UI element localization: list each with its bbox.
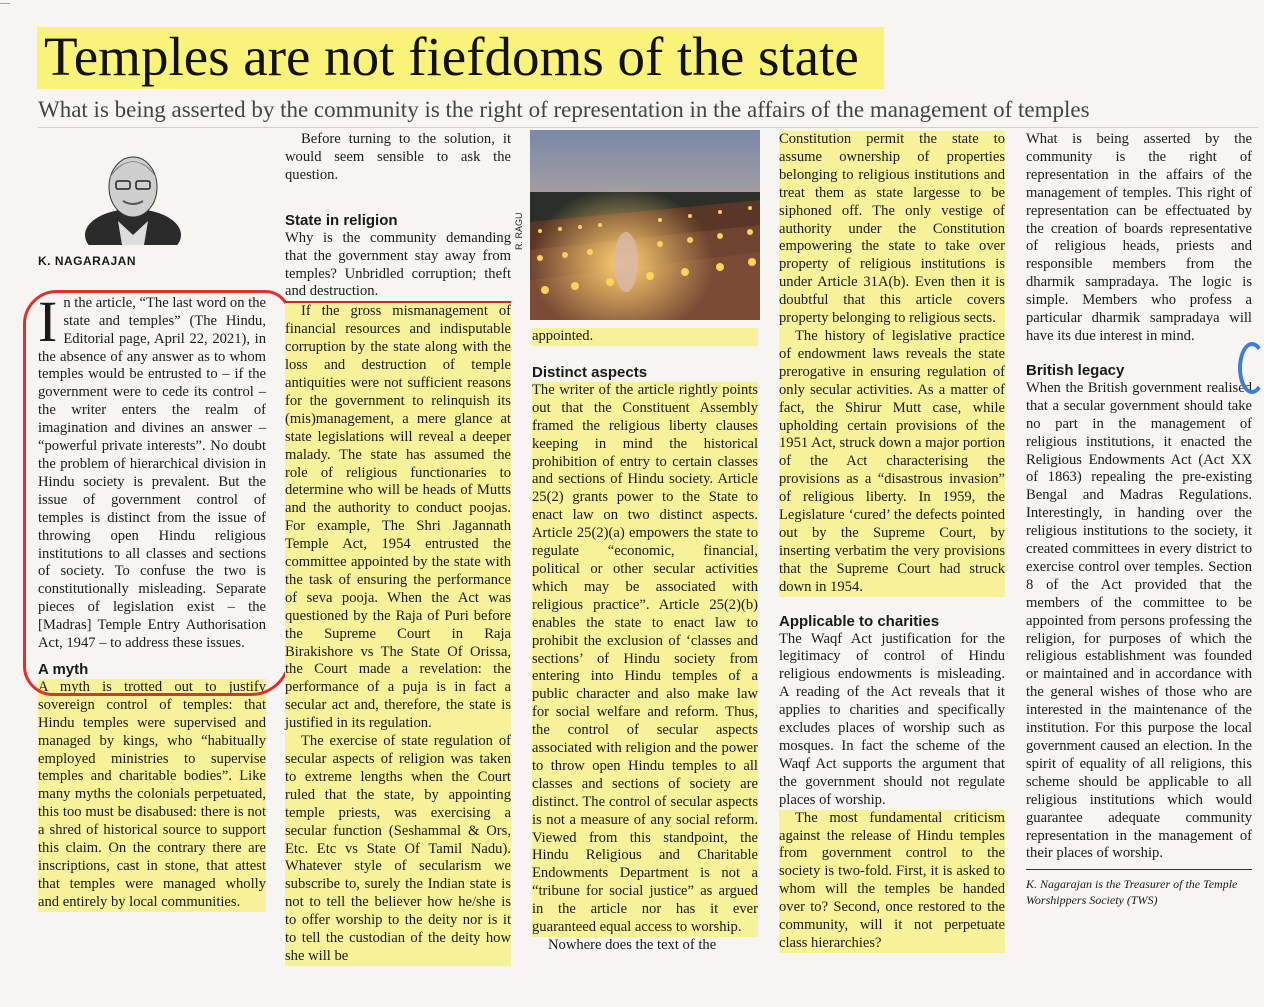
drop-cap: I [38, 288, 58, 354]
page-top-remnant: — [0, 0, 10, 8]
state-paragraph-2: If the gross mismanagement of financial resources and indisputable corruption by the state along with the loss and destruction of temple antiquities were not sufficient reasons for the government to relinquish its (mis)management, a mere glance at state legislations will reveal a deeper malady. The state has assumed the role of religious functionaries to determine who will be heads of Mutts and the authority to conduct poojas. For example, The Shri Jagannath Temple Act, 1954 entrusted the committee appointed by the state with the task of ensuring the performance of seva pooja. When the Act was questioned by the Raja of Puri before the Supreme Court in Raja Birakishore vs The State Of Orissa, the Court made a revelation: the performance of a puja is in fact a secular act and, therefore, the state is justified in its regulation. [285, 303, 511, 732]
waqf-paragraph: The Waqf Act justification for the legitimacy of control of Hindu religious endowments is misleading. A reading of the Act reveals that it applies to charities and specifically excludes places of worship such as mosques. In fact the scheme of the Waqf Act supports the argument that the government should not regulate places of worship. [779, 630, 1005, 808]
continued-word: appointed. [532, 328, 758, 346]
intro-text: n the article, “The last word on the state and temples” (The Hindu, Editorial page, April 22, 2021), in the absence of any answer as to whom temples would be entrusted to – if the government were to cede its control – the writer enters the realm of imagination and divines an answer – “powerful private interests”. No doubt the problem of hierarchical division in Hindu society is prevalent. But the issue of government control of temples is distinct from the issue of throwing open Hindu religious institutions to all classes and sections of society. To confuse the two is constitutionally misleading. Separate pieces of legislation exist – the [Madras] Temple Entry Authorisation Act, 1947 – to address these issues. [38, 294, 266, 652]
state-paragraph-1: Why is the community demanding that the government stay away from temples? Unbridled corruption; theft and destruction. [285, 230, 511, 304]
section-heading-british-legacy: British legacy [1026, 361, 1125, 379]
author-bio: K. Nagarajan is the Treasurer of the Temple Worshippers Society (TWS) [1026, 869, 1252, 908]
distinct-paragraph-2: Nowhere does the text of the [548, 937, 717, 953]
column-4 [779, 131, 1005, 953]
column-5 [1026, 131, 1252, 908]
section-heading-distinct-aspects: Distinct aspects [532, 363, 648, 381]
author-portrait [78, 135, 188, 245]
section-heading-state-in-religion: State in religion [285, 211, 398, 229]
distinct-paragraph-1: The writer of the article rightly points out that the Constituent Assembly framed the religious liberty clauses keeping in mind the historical prohibition of entry to certain classes and sections of Hindu society. Article 25(2) grants power to the State to enact law on two distinct aspects. Article 25(2)(a) empowers the state to regulate “economic, financial, political or other secular activities which may be associated with religious practice”. Article 25(2)(b) enables the state to enact law to prohibit the exclusion of ‘classes and sections’ of Hindu society from entering into Hindu temples of a public character and also make law for social welfare and reform. Thus, the control of secular aspects associated with religion and the power to throw open Hindu temples to all classes and sections of society are distinct. The control of secular aspects is not a measure of any social reform. Viewed from this standpoint, the Hindu Religious and Charitable Endowments Department is not a “tribune for social justice” as argued in the article nor has it ever guaranteed equal access to worship. [532, 381, 758, 936]
representation-paragraph: What is being asserted by the community is the right of representation in the affairs of the management of temples. This right of representation can be effectuated by the creation of boards representative of religious heads, priests and responsible members from the dharmik sampradaya. The logic is simple. Members who profess a particular dharmik sampradaya will have its due interest in mind. [1026, 131, 1252, 344]
state-paragraph-3: The exercise of state regulation of secular aspects of religion was taken to extreme lengths when the Court ruled that the state, by appointing temple priests, was exercising a secular function (Seshammal & Ors, Etc. Etc vs State Of Tamil Nadu). Whatever style of secularism we subscribe to, surely the Indian state is not to tell the believer how he/she is to offer worship to the deity nor is it to tell the custodian of the deity how she will be [285, 733, 511, 964]
column-3 [532, 328, 758, 955]
headline: Temples are not fiefdoms of the state [44, 26, 859, 87]
photo-image [530, 130, 760, 320]
section-heading-charities: Applicable to charities [779, 612, 940, 630]
constitution-paragraph: Constitution permit the state to assume ownership of properties belonging to religious institutions and treat them as state largesse to be siphoned off. The only vestige of authority under the Constitution empowering the state to take over property of religious institutions is under Article 31A(b). Even then it is doubtful that this article covers property belonging to religious sects. [779, 131, 1005, 327]
british-paragraph: When the British government realised that a secular government should take no part in the management of religious institutions, it enacted the Religious Endowments Act (Act XX of 1863) repealing the pre-existing Bengal and Madras Regulations. Interestingly, in handing over the religious institutions to the society, it created committees in every district to exercise control over temples. Section 8 of the Act provided that the members of the committee to be appointed from persons professing the religion, for purposes of which the religious establishment was founded or maintained and in accordance with the general wishes of those who are interested in the maintenance of the institution. For this purpose the local government caused an election. In the spirit of equality of all religions, this scheme should be applicable to all religious institutions which would guarantee adequate community representation in the management of their places of worship. [1026, 379, 1252, 862]
header-rule [38, 127, 1258, 128]
column-1 [38, 131, 266, 912]
criticism-paragraph: The most fundamental criticism against the release of Hindu temples from government control to the society is two-fold. First, it is asked to whom will the temples be handed over to? Second, once restored to the community, will it not perpetuate class hierarchies? [779, 809, 1005, 951]
transition-paragraph: Before turning to the solution, it would seem sensible to ask the question. [285, 131, 511, 183]
history-paragraph: The history of legislative practice of endowment laws reveals the state prerogative in ensuring regulation of only secular activities. As a matter of fact, the Shirur Mutt case, while upholding certain provisions of the 1951 Act, struck down a major portion of the Act characterising the provisions as a “disastrous invasion” of religious liberty. In 1959, the Legislature ‘cured’ the defects pointed out by the Supreme Court, by inserting verbatim the very provisions that the Supreme Court had struck down in 1954. [779, 327, 1005, 595]
loading-spinner-icon [1238, 342, 1264, 394]
subheadline: What is being asserted by the community is the right of representation in the affairs of the management of temples [38, 97, 1090, 122]
column-2 [285, 131, 511, 966]
section-heading-myth: A myth [38, 660, 89, 678]
intro-paragraph [38, 288, 266, 653]
myth-paragraph: A myth is trotted out to justify sovereign control of temples: that Hindu temples were supervised and managed by kings, who “habitually employed ministries to supervise temples and charitable bodies”. Like many myths the colonials perpetuated, this too must be disabused: there is not a shred of historical source to support this claim. On the contrary there are inscriptions, cast in stone, that attest that temples were managed wholly and entirely by local communities. [38, 678, 266, 910]
temple-lamps-photo [530, 130, 760, 320]
author-byline: K. NAGARAJAN [38, 253, 137, 268]
photo-credit: R. RAGU [514, 212, 524, 250]
